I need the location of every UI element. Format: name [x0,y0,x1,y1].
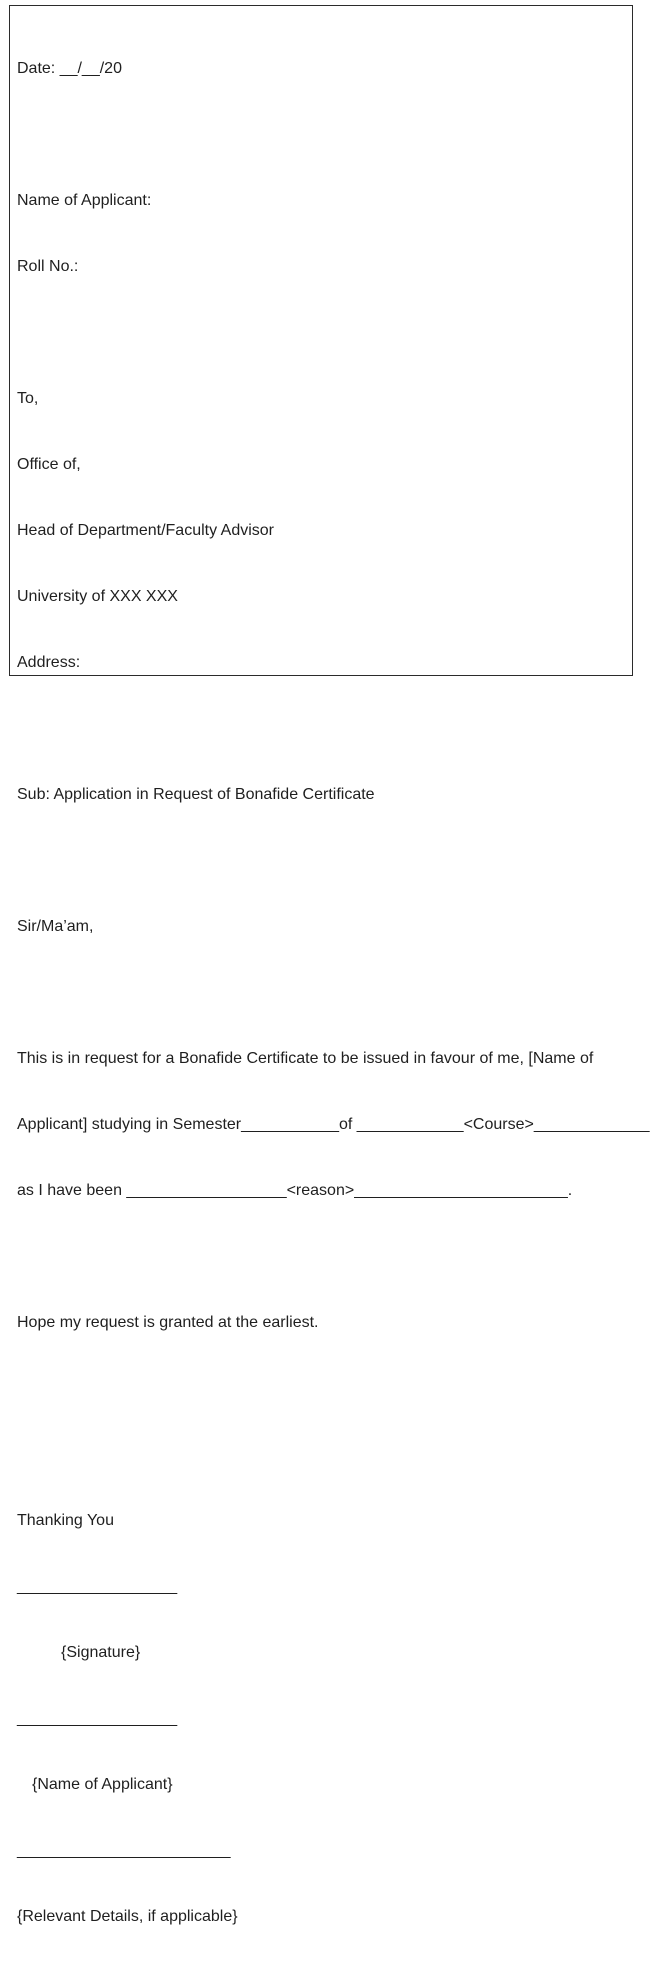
body-line-3: as I have been __________________<reason>________________________. [17,1182,573,1199]
signature-rule: __________________ [17,1578,178,1595]
hope-line: Hope my request is granted at the earliest. [17,1314,319,1331]
body-line-2: Applicant] studying in Semester___________of ____________<Course>_____________ [17,1116,650,1133]
spacer [17,718,626,740]
signature-label: {Signature} [61,1644,141,1661]
spacer [17,1378,626,1400]
letter-body [17,14,650,1972]
name-of-applicant-label: {Name of Applicant} [32,1776,173,1793]
spacer [17,1246,626,1268]
spacer [17,850,626,872]
letter-frame [9,5,650,1925]
spacer [17,322,626,344]
university-line: University of XXX XXX [17,588,178,605]
thanking-line: Thanking You [17,1512,114,1529]
spacer [17,124,626,146]
salutation-line: Sir/Ma’am, [17,918,94,935]
applicant-name-label: Name of Applicant: [17,192,152,209]
roll-no-label: Roll No.: [17,258,79,275]
address-line: Address: [17,654,81,671]
name-rule: __________________ [17,1710,178,1727]
to-line: To, [17,390,39,407]
relevant-details-label: {Relevant Details, if applicable} [17,1908,238,1925]
body-line-1: This is in request for a Bonafide Certificate to be issued in favour of me, [Name of [17,1050,594,1067]
spacer [17,982,626,1004]
head-line: Head of Department/Faculty Advisor [17,522,275,539]
spacer [17,1444,626,1466]
date-line: Date: __/__/20 [17,60,122,77]
details-rule: ________________________ [17,1842,231,1859]
subject-line: Sub: Application in Request of Bonafide Certificate [17,786,375,803]
office-line: Office of, [17,456,81,473]
